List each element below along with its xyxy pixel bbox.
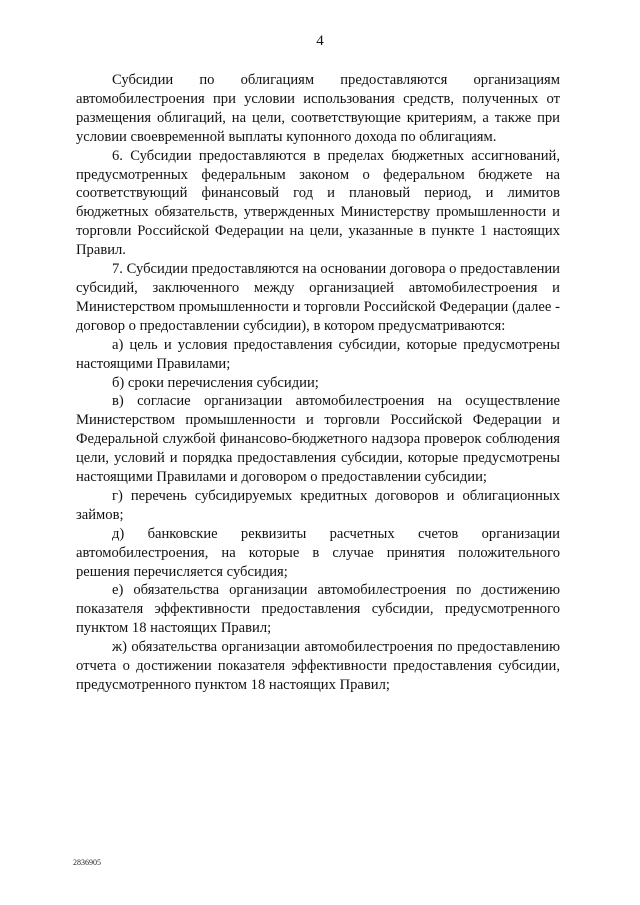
list-item-e: е) обязательства организации автомобилестроения по достижению показателя эффективности предоставления субсидии, предусмотренного пунктом 18 настоящих Правил; bbox=[76, 582, 560, 637]
document-id: 2836905 bbox=[73, 858, 101, 867]
paragraph-6-budget-limits: 6. Субсидии предоставляются в пределах бюджетных ассигнований, предусмотренных федеральным законом о федеральном бюджете на соответствующий финансовый год и плановый период, и лимитов бюджетных обязательств, утвержденных Министерству промышленности и торговли Российской Федерации на цели, указанные в пункте 1 настоящих Правил. bbox=[76, 147, 560, 259]
list-item-zh: ж) обязательства организации автомобилестроения по предоставлению отчета о достижении показателя эффективности предоставления субсидии, предусмотренного пунктом 18 настоящих Правил; bbox=[76, 639, 560, 693]
page-number: 4 bbox=[316, 33, 324, 49]
list-item-b: б) сроки перечисления субсидии; bbox=[112, 374, 319, 391]
list-item-d: д) банковские реквизиты расчетных счетов организации автомобилестроения, на которые в случае принятия положительного решения перечисляется субсидия; bbox=[76, 525, 560, 580]
list-item-g: г) перечень субсидируемых кредитных договоров и облигационных займов; bbox=[76, 487, 560, 523]
list-item-a: а) цель и условия предоставления субсидии, которые предусмотрены настоящими Правилами; bbox=[76, 336, 560, 372]
paragraph-bonds-conditions: Субсидии по облигациям предоставляются организациям автомобилестроения при условии использования средств, полученных от размещения облигаций, на цели, соответствующие критериям, а также при условии своевременной выплаты купонного дохода по облигациям. bbox=[76, 72, 560, 145]
list-item-v: в) согласие организации автомобилестроения на осуществление Министерством промышленности и торговли Российской Федерации и Федеральной службой финансово-бюджетного надзора проверок соблюдения цели, условий и порядка предоставления субсидии, которые предусмотрены настоящими Правилами и договором о предоставлении субсидии; bbox=[76, 393, 560, 486]
paragraph-7-agreement: 7. Субсидии предоставляются на основании договора о предоставлении субсидий, заключенного между организацией автомобилестроения и Министерством промышленности и торговли Российской Федерации (далее - договор о предоставлении субсидии), в котором предусматриваются: bbox=[76, 261, 560, 334]
document-body bbox=[76, 71, 560, 695]
